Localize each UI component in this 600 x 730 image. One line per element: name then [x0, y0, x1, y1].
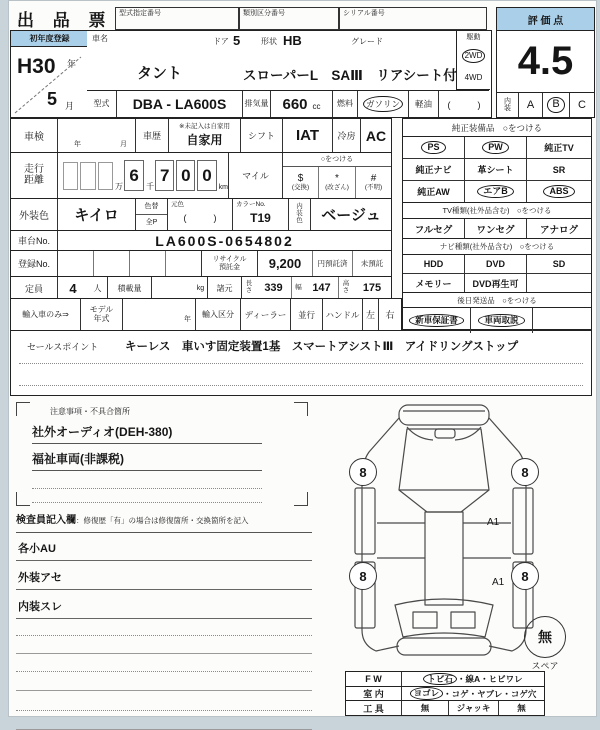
front-bumper: [399, 405, 489, 425]
sales-point-text: キーレス 車いす固定装置1基 スマートアシストⅢ アイドリングストップ: [125, 341, 519, 353]
spare-tire-none-circled: 無: [524, 616, 566, 658]
notes-header: 注意事項・不具合箇所: [50, 407, 130, 416]
door-value: 5: [233, 33, 241, 48]
drive-label: 駆動: [466, 33, 481, 41]
first-registration-month-unit: 月: [65, 101, 75, 111]
first-registration-label: 初年度登録: [11, 31, 88, 47]
inspector-line-1: 各小AU: [16, 533, 312, 561]
shaken-year-unit: 年: [74, 141, 81, 148]
interior-circled: ヨゴレ: [410, 687, 444, 700]
mileage-unit: km: [218, 184, 228, 192]
capacity-value: 4: [69, 280, 77, 296]
mark-exchange: $ (交換): [283, 167, 319, 198]
mileage-meter: [58, 153, 229, 198]
original-color-cell: 元色 ( ): [168, 199, 233, 230]
reg-no-box: [130, 251, 166, 276]
color-change-cell: 色替 全P: [136, 199, 168, 230]
ship-later-header: 後日発送品 ○をつける: [403, 293, 591, 308]
mileage-empty-box: [98, 162, 113, 190]
handle-right: 右: [385, 310, 395, 320]
fuel-gasoline: ガソリン: [358, 91, 409, 117]
damage-mark-a1-side: A1: [487, 517, 500, 528]
length-value: 339: [256, 277, 292, 299]
navi-memory: メモリー: [415, 278, 452, 289]
history-label: 車歴: [136, 119, 169, 152]
tools-label: 工 具: [346, 701, 402, 715]
door-label: ドア: [213, 37, 229, 46]
grade-label: グレード: [351, 37, 383, 46]
shaken-label: 車検: [11, 119, 58, 152]
capacity-label: 定員: [11, 277, 58, 299]
drive-4wd: 4WD: [464, 72, 483, 82]
class-division-no-box: [239, 7, 339, 30]
inspector-line-2: 外装アセ: [16, 561, 312, 590]
model-code-label: 型式: [87, 91, 117, 117]
chassis-no-label: 車台No.: [11, 231, 58, 250]
mark-tampered: * (改ざん): [319, 167, 356, 198]
fuel-label: 燃料: [333, 91, 358, 117]
inspector-header: 検査員記入欄: [16, 515, 76, 526]
model-year-value: 年: [123, 299, 196, 330]
equipment-header: 純正装備品 ○をつける: [403, 119, 591, 137]
equip-navi: 純正ナビ: [415, 165, 452, 175]
car-trim-value: スローパーL SAⅢ リアシート付: [243, 68, 457, 83]
tools-none-2: 無: [517, 703, 526, 714]
serial-no-box: [339, 7, 487, 30]
length-label: 長さ: [245, 280, 253, 294]
interior-row-label: 室 内: [346, 687, 402, 701]
import-dealer: ディーラー: [241, 299, 291, 330]
color-no-value: T19: [250, 210, 271, 225]
mile-label: マイル: [229, 153, 283, 198]
tire-depth-rear-right: 8: [511, 562, 539, 590]
navi-dvd-play: DVD再生可: [472, 278, 519, 289]
interior-grade-c: C: [578, 99, 586, 111]
damage-mark-a1-rear: A1: [492, 577, 505, 588]
notes-empty-line: [32, 502, 262, 503]
mileage-empty-box: [80, 162, 95, 190]
mileage-man-label: 万: [115, 182, 124, 192]
spec-label: 諸元: [208, 277, 242, 299]
notes-empty-line: [32, 488, 262, 489]
equip-aw: 純正AW: [417, 187, 450, 197]
drive-box: [456, 31, 490, 90]
sales-line: [19, 385, 583, 386]
drive-2wd-circled: 2WD: [462, 49, 486, 63]
history-value: 自家用: [186, 132, 223, 147]
equip-abs: ABS: [543, 185, 574, 198]
load-label: 積載量: [108, 277, 152, 299]
history-note: ※未記入は自家用: [179, 123, 230, 131]
notes-box: [16, 402, 308, 506]
wheel-front-left: [355, 488, 375, 554]
handle-left: 左: [363, 299, 379, 330]
vehicle-block: [87, 30, 492, 118]
tools-jack: ジャッキ: [449, 701, 499, 715]
model-designation-no-label: 型式指定番号: [119, 10, 161, 17]
tire-depth-rear-left: 8: [349, 562, 377, 590]
inspector-empty-line: [16, 619, 312, 636]
shift-label: シフト: [241, 119, 283, 152]
sales-point-block: [10, 330, 592, 396]
fuel-diesel: 軽油: [409, 91, 439, 117]
interior-grade-label: 内装: [504, 97, 511, 112]
wheel-front-right: [513, 488, 533, 554]
tire-depth-front-left: 8: [349, 458, 377, 486]
height-value: 175: [362, 282, 382, 294]
width-label: 幅: [295, 284, 302, 292]
mileage-sen-label: 千: [146, 182, 155, 192]
mileage-digit: 7: [155, 160, 174, 191]
height-label: 高さ: [342, 280, 350, 294]
first-registration-box: [10, 30, 89, 118]
score-header: 評 価 点: [497, 8, 594, 31]
first-registration-month: 5: [47, 89, 58, 109]
shaken-date-cell: [58, 119, 136, 152]
mileage-marks: [283, 153, 391, 198]
mark-unknown: # (不明): [364, 173, 383, 192]
shape-value: HB: [283, 33, 302, 48]
first-registration-year-unit: 年: [67, 59, 77, 69]
int-color-label: 内装色: [289, 199, 311, 230]
displacement-value: 660 cc: [271, 91, 333, 117]
recycle-unpaid: 未預託: [360, 259, 384, 268]
mileage-empty-box: [63, 162, 78, 190]
handle-label: ハンドル: [323, 299, 363, 330]
mileage-man-digit: 6: [124, 160, 144, 191]
score-value: 4.5: [517, 39, 574, 83]
shape-label: 形状: [261, 37, 277, 46]
sales-point-label: セールスポイント: [27, 342, 99, 352]
tire-depth-front-right: 8: [511, 458, 539, 486]
import-class-label: 輸入区分: [196, 299, 241, 330]
reg-no-box: [58, 251, 94, 276]
ac-value: AC: [365, 127, 387, 144]
inspector-line-3: 内装スレ: [16, 590, 312, 619]
interior-row-value: ヨゴレ ・コゲ・ヤブレ・コゲ穴: [402, 687, 544, 701]
chassis-no-value: LA600S-0654802: [155, 232, 294, 249]
inspector-empty-line: [16, 654, 312, 672]
ext-color-value: キイロ: [58, 199, 136, 230]
ac-label: 冷房: [333, 119, 361, 152]
shaken-month-unit: 月: [120, 141, 127, 148]
reg-no-box: [166, 251, 202, 276]
fw-value: トビ石 ・線A・ヒビワレ: [402, 672, 544, 686]
color-no-cell: カラーNo. T19: [233, 199, 289, 230]
history-cell: [169, 119, 241, 152]
car-name-label: 車名: [92, 34, 108, 43]
inspector-section: [16, 510, 312, 730]
navi-hdd: HDD: [423, 259, 444, 269]
mileage-digit: 0: [197, 160, 216, 191]
notes-line-2: 福祉車両(非課税): [32, 450, 262, 471]
tv-oneseg: ワンセグ: [476, 224, 515, 236]
recycle-value: 9,200: [258, 251, 313, 276]
mileage-digit: 0: [176, 160, 195, 191]
bracket-corner: [16, 402, 30, 416]
navi-type-header: ナビ種類(社外品含む) ○をつける: [403, 239, 591, 255]
reg-no-box: [94, 251, 130, 276]
tv-analog: アナログ: [539, 224, 578, 236]
bracket-corner: [294, 492, 308, 506]
interior-grade-a: A: [526, 99, 535, 111]
shift-value: IAT: [283, 119, 333, 152]
load-unit: kg: [194, 277, 208, 299]
equip-pw: PW: [482, 141, 509, 154]
int-color-value: ベージュ: [321, 207, 381, 224]
fuel-other: ( ): [447, 99, 481, 110]
navi-sd: SD: [552, 259, 566, 269]
tools-none-1: 無: [402, 701, 449, 715]
sales-line: [19, 363, 583, 364]
first-registration-year: H30: [17, 55, 56, 78]
fw-label: F W: [346, 672, 402, 686]
model-code-value: DBA - LA600S: [117, 91, 243, 117]
capacity-unit: 人: [88, 277, 108, 299]
ship-manual: 車両取説: [478, 314, 524, 327]
mileage-marks-header: ○をつける: [283, 153, 391, 167]
inspector-empty-line: [16, 672, 312, 691]
import-row: [10, 298, 402, 330]
inspector-empty-line: [16, 691, 312, 711]
mileage-label: 走行距離: [11, 153, 58, 198]
equip-tv: 純正TV: [544, 143, 574, 153]
displacement-label: 排気量: [243, 91, 271, 117]
spare-tire-label: スペア: [531, 661, 559, 671]
equipment-panel: [402, 118, 592, 330]
serial-no-label: シリアル番号: [343, 10, 385, 17]
class-division-no-label: 類別区分番号: [243, 10, 285, 17]
sheet-title: 出 品 票: [17, 11, 113, 30]
inspector-empty-line: [16, 636, 312, 654]
bracket-corner: [294, 402, 308, 416]
ext-color-label: 外装色: [11, 199, 58, 230]
recycle-label: リサイクル預託金: [202, 251, 258, 276]
score-box: [496, 7, 595, 118]
notes-line-1: 社外オーディオ(DEH-380): [32, 423, 262, 444]
car-name-value: タント: [137, 65, 183, 82]
model-designation-no-box: [115, 7, 239, 30]
width-value: 147: [305, 277, 339, 299]
load-value: [152, 277, 194, 299]
reg-no-label: 登録No.: [11, 251, 58, 276]
model-year-label: モデル年式: [81, 299, 123, 330]
tv-type-header: TV種類(社外品含む) ○をつける: [403, 203, 591, 219]
condition-table: [345, 671, 545, 716]
interior-grade-b-circled: B: [547, 97, 564, 113]
ship-warranty-book: 新車保証書: [409, 314, 464, 327]
equip-leather: 革シート: [477, 165, 514, 175]
equip-sr: SR: [552, 164, 566, 175]
navi-dvd: DVD: [485, 259, 505, 269]
recycle-paid: 円預託済: [313, 251, 353, 276]
import-only-label: 輸入車のみ⇒: [11, 299, 81, 330]
equip-ps: PS: [421, 141, 445, 154]
tv-fullseg: フルセグ: [414, 224, 453, 236]
bracket-corner: [16, 492, 30, 506]
main-table: [10, 118, 392, 298]
inspector-note: ：修復歴「有」の場合は修復箇所・交換箇所を記入: [76, 516, 249, 525]
equip-airbag: エアB: [477, 185, 514, 198]
import-parallel: 並行: [291, 299, 323, 330]
fw-circled: トビ石: [423, 673, 457, 686]
